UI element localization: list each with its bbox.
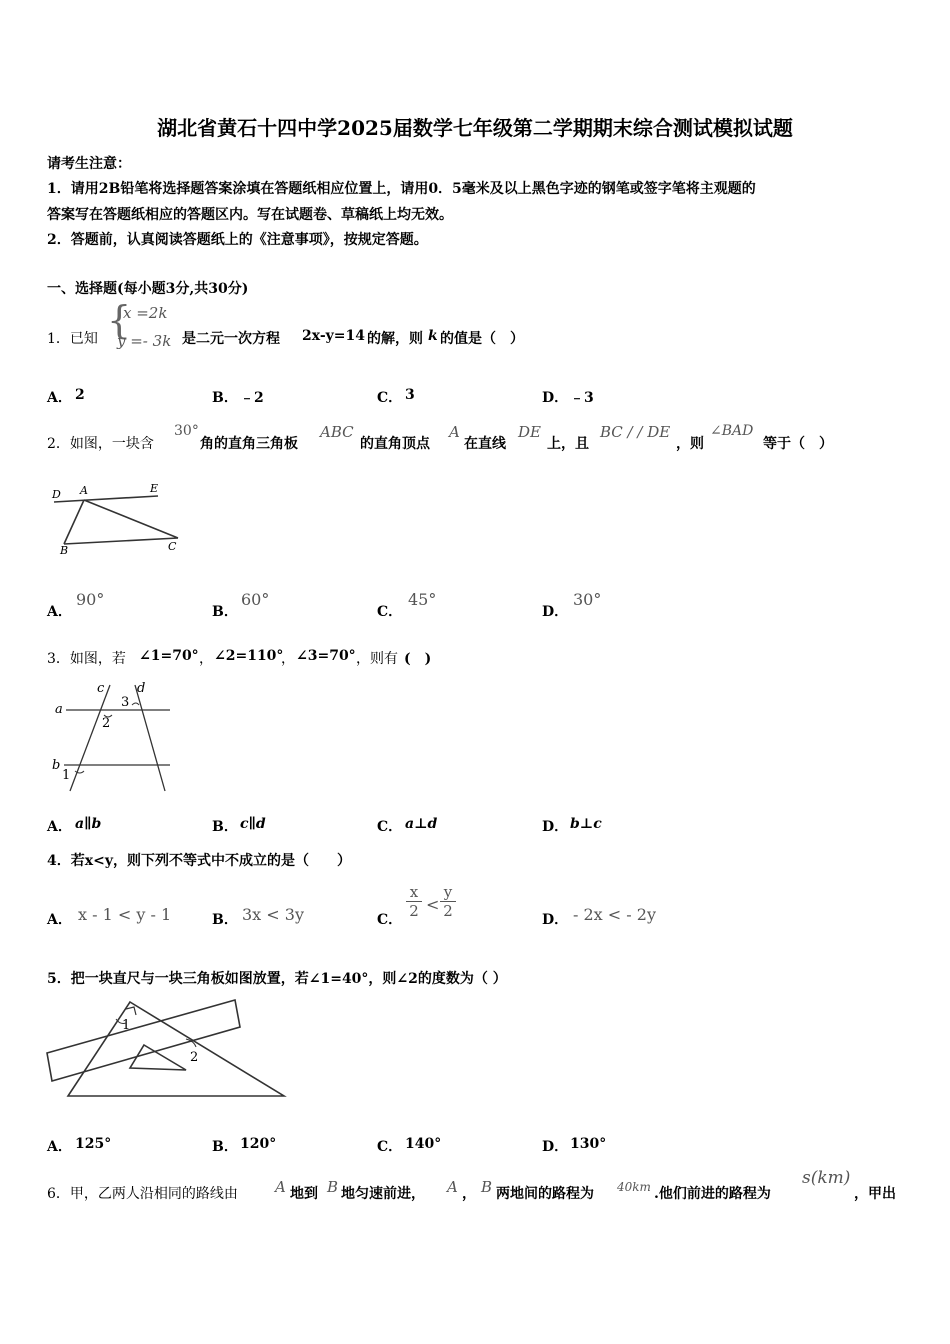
side-ac <box>84 500 178 538</box>
q3-c1: ∠1=70° <box>139 648 199 664</box>
q2-t4: 上，且 <box>547 436 589 452</box>
q2-option-d-label[interactable]: D． <box>542 604 569 620</box>
page-title: 湖北省黄石十四中学2025届数学七年级第二学期期末综合测试模拟试题 <box>157 116 793 140</box>
q5-option-d-label[interactable]: D． <box>542 1139 569 1155</box>
q5-option-c-value: 140° <box>405 1136 442 1152</box>
q4-fraction-2 <box>440 883 456 920</box>
q5-option-b-value: 120° <box>240 1136 277 1152</box>
side-ab <box>64 500 84 544</box>
q2-m6: ∠BAD <box>710 423 754 439</box>
label-b: B <box>60 544 69 557</box>
section-heading: 一、选择题(每小题3分,共30分) <box>47 281 249 297</box>
label-a: A <box>80 484 88 497</box>
q1-option-b-value: ﹣2 <box>240 390 264 406</box>
q2-option-c-value: 45° <box>408 590 437 609</box>
q1-eq1: x =2k <box>123 304 168 322</box>
angle-3-label: 3 <box>121 695 130 710</box>
q1-var: k <box>428 328 438 344</box>
q1-eq2: y =- 3k <box>117 332 172 350</box>
q1-option-c-label[interactable]: C． <box>377 390 403 406</box>
q2-m1: 30° <box>174 423 199 439</box>
q1-text-c: 的值是（ ） <box>440 331 524 347</box>
notice-line-2: 答案写在答题纸相应的答题区内。写在试题卷、草稿纸上均无效。 <box>47 207 453 223</box>
q1-option-b-label[interactable]: B． <box>212 390 238 406</box>
q2-t5: ，则 <box>676 436 704 452</box>
q3-option-c-value: a⊥d <box>405 816 438 832</box>
q2-option-a-label[interactable]: A． <box>47 604 72 620</box>
q5-option-a-value: 125° <box>75 1136 112 1152</box>
q3-option-a-label[interactable]: A． <box>47 819 72 835</box>
q3-option-c-label[interactable]: C． <box>377 819 403 835</box>
q1-option-d-value: ﹣3 <box>570 390 594 406</box>
angle-2-label: 2 <box>102 716 111 731</box>
q4-option-b-label[interactable]: B． <box>212 912 238 928</box>
q2-m3: A <box>449 423 460 441</box>
label-e: E <box>150 482 159 495</box>
q3-option-b-value: c∥d <box>240 816 266 832</box>
label-c: C <box>168 540 177 553</box>
q5-option-b-label[interactable]: B． <box>212 1139 238 1155</box>
q1-text-a: 是二元一次方程 <box>182 331 280 347</box>
q4-frac1-den: 2 <box>406 901 422 920</box>
side-bc <box>64 538 178 544</box>
q5-text: 5．把一块直尺与一块三角板如图放置，若∠1=40°，则∠2的度数为（ ） <box>47 971 507 987</box>
q6-t5: .他们前进的路程为 <box>654 1186 771 1202</box>
q4-option-c-lt: < <box>426 895 440 914</box>
q2-t1: 角的直角三角板 <box>200 436 298 452</box>
q5-figure <box>44 995 289 1101</box>
line-c <box>70 685 110 791</box>
line-d <box>135 685 165 791</box>
label-c: c <box>97 681 105 696</box>
angle-1-label: 1 <box>122 1018 131 1033</box>
q2-t6: 等于（ ） <box>763 436 833 452</box>
q3-figure <box>46 675 186 795</box>
q2-option-c-label[interactable]: C． <box>377 604 403 620</box>
q2-option-b-value: 60° <box>241 590 270 609</box>
angle-2-label: 2 <box>190 1050 199 1065</box>
angle-1-label: 1 <box>62 768 71 783</box>
q4-option-a-label[interactable]: A． <box>47 912 72 928</box>
right-angle-mark <box>126 1007 136 1015</box>
q4-frac2-den: 2 <box>440 901 456 920</box>
q2-option-b-label[interactable]: B． <box>212 604 238 620</box>
q1-option-a-value: 2 <box>75 387 85 403</box>
q4-frac2-num: y <box>443 883 453 901</box>
q6-m2: B <box>327 1178 339 1196</box>
brace: { <box>107 298 132 342</box>
q4-fraction-1 <box>406 883 422 920</box>
q2-option-d-value: 30° <box>573 590 602 609</box>
q6-t6: ，甲出 <box>854 1186 896 1202</box>
q3-c2: ∠2=110° <box>214 648 284 664</box>
q6-t3: ， <box>462 1186 476 1202</box>
label-a: a <box>55 702 63 717</box>
q2-number: 2．如图，一块含 <box>47 436 154 452</box>
q2-t3: 在直线 <box>464 436 506 452</box>
triangle-inner <box>130 1045 186 1070</box>
q6-t1: 地到 <box>290 1186 318 1202</box>
q1-option-a-label[interactable]: A． <box>47 390 72 406</box>
q2-m5: BC / / DE <box>600 423 671 441</box>
q1-option-c-value: 3 <box>405 387 415 403</box>
q3-c3: ∠3=70° <box>296 648 356 664</box>
q3-option-d-label[interactable]: D． <box>542 819 569 835</box>
q3-paren: ( ) <box>404 651 432 667</box>
q6-t4: 两地间的路程为 <box>496 1186 594 1202</box>
q2-option-a-value: 90° <box>76 590 105 609</box>
line-de <box>54 496 158 502</box>
q1-text-b: 的解，则 <box>367 331 423 347</box>
notice-heading: 请考生注意： <box>47 156 131 172</box>
q4-option-d-value: - 2x < - 2y <box>573 905 656 924</box>
q6-m4: B <box>481 1178 493 1196</box>
q4-option-b-value: 3x < 3y <box>242 905 304 924</box>
q2-m4: DE <box>518 423 541 441</box>
q4-text: 4．若x<y，则下列不等式中不成立的是（ ） <box>47 853 351 869</box>
q3-sep2: ， <box>281 651 295 667</box>
q4-option-d-label[interactable]: D． <box>542 912 569 928</box>
q2-figure <box>46 478 186 558</box>
q6-m5: 40km <box>617 1180 651 1194</box>
q6-m3: A <box>447 1178 458 1196</box>
q3-option-a-value: a∥b <box>75 816 102 832</box>
q1-number: 1．已知 <box>47 331 98 347</box>
label-d: D <box>52 488 61 501</box>
label-d: d <box>137 681 146 696</box>
q4-frac1-num: x <box>409 883 419 901</box>
q1-option-d-label[interactable]: D． <box>542 390 569 406</box>
q3-t: ，则有 <box>356 651 398 667</box>
q6-m6: s(km) <box>802 1168 851 1188</box>
q6-number: 6．甲，乙两人沿相同的路线由 <box>47 1186 238 1202</box>
q2-t2: 的直角顶点 <box>360 436 430 452</box>
q5-option-c-label[interactable]: C． <box>377 1139 403 1155</box>
q5-option-d-value: 130° <box>570 1136 607 1152</box>
q3-sep1: ， <box>199 651 213 667</box>
angle-3-arc <box>132 703 139 705</box>
q1-equation: 2x-y=14 <box>302 328 365 344</box>
q6-m1: A <box>275 1178 286 1196</box>
q5-option-a-label[interactable]: A． <box>47 1139 72 1155</box>
notice-line-3: 2．答题前，认真阅读答题纸上的《注意事项》，按规定答题。 <box>47 232 428 248</box>
q3-number: 3．如图，若 <box>47 651 126 667</box>
notice-line-1: 1．请用2B铅笔将选择题答案涂填在答题纸相应位置上，请用0．5毫米及以上黑色字迹的钢笔或签字笔将主观题的 <box>47 181 756 197</box>
q2-m2: ABC <box>320 423 354 441</box>
q3-option-b-label[interactable]: B． <box>212 819 238 835</box>
q4-option-c-label[interactable]: C． <box>377 912 403 928</box>
q6-t2: 地匀速前进， <box>341 1186 425 1202</box>
q4-option-a-value: x - 1 < y - 1 <box>78 905 172 924</box>
q3-option-d-value: b⊥c <box>570 816 602 832</box>
label-b: b <box>52 758 61 773</box>
